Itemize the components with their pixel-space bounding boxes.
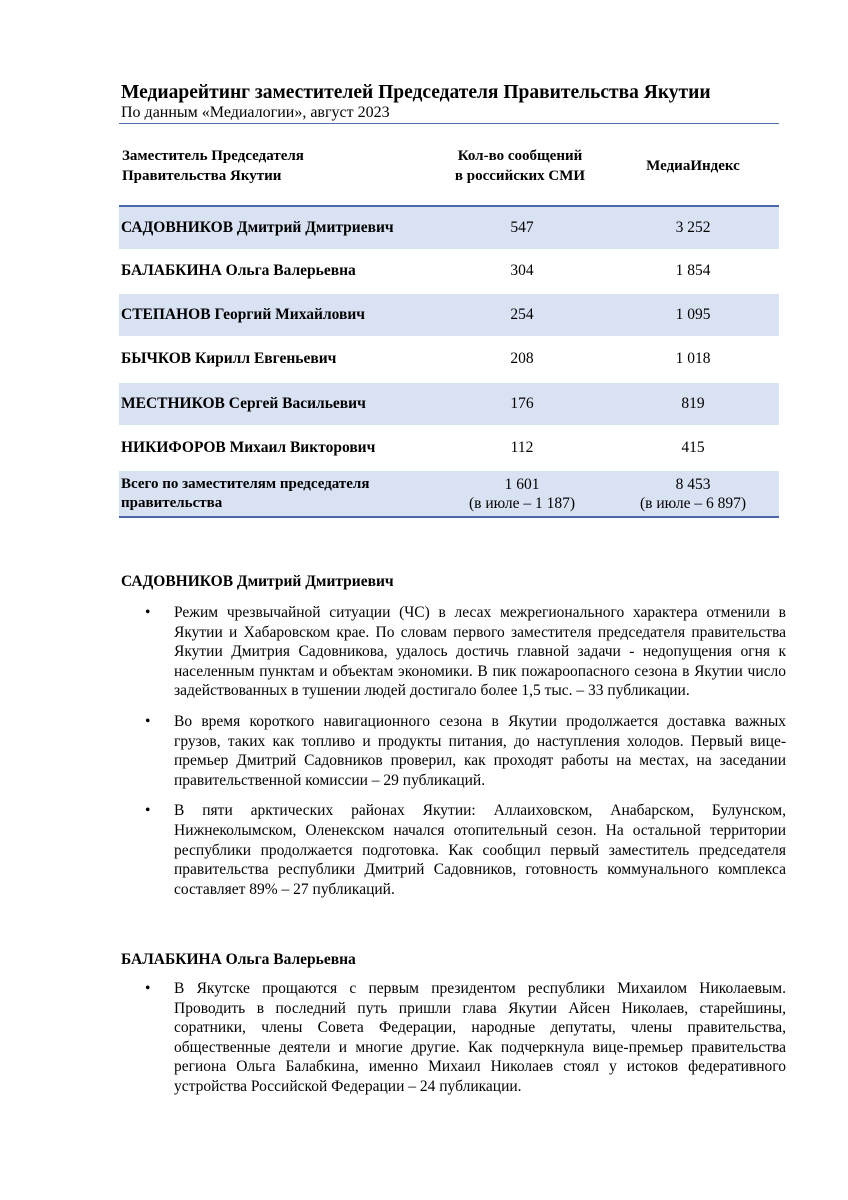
bullet-glyph: • [145,712,151,730]
section-heading: САДОВНИКОВ Дмитрий Дмитриевич [121,573,394,590]
bullet-text: Режим чрезвычайной ситуации (ЧС) в лесах межрегионального характера отменили в Якутии и Хабаровском крае. По словам первого заместителя председателя правительства Якутии Дмитрия Садовникова, удалось достичь главной задачи - недопущения огня к населенным пунктам и объектам экономики. В пик пожароопасного сезона в Якутии число задействованных в тушении людей достигало более 1,5 тыс. – 33 публикации. [174,604,786,700]
table-total-row [119,471,779,517]
section-bullet-list [145,979,786,1108]
table-row [119,294,779,336]
total-label [121,475,421,513]
bullet-text: Во время короткого навигационного сезона в Якутии продолжается доставка важных грузов, таких как топливо и продукты питания, до наступления холодов. Первый вице-премьер Дмитрий Садовников проверил, как проходят работы на местах, на заседании правительственной комиссии – 29 публикаций. [174,712,786,789]
row-name: БАЛАБКИНА Ольга Валерьевна [121,262,356,279]
row-index: 415 [681,439,705,456]
row-index: 3 252 [675,219,711,236]
table-row [119,250,779,292]
table-row [119,427,779,469]
total-index [608,475,778,513]
row-index: 1 018 [675,350,711,367]
row-index: 1 854 [675,262,711,279]
bullet-glyph: • [145,802,151,820]
table-bottom-rule [119,516,779,518]
total-index-note: (в июле – 6 897) [640,495,746,512]
row-index: 1 095 [675,306,711,323]
row-count: 208 [510,350,534,367]
bullet-item [145,603,786,701]
row-name: НИКИФОРОВ Михаил Викторович [121,439,376,456]
total-label-line1: Всего по заместителям председателя [121,476,370,492]
row-index: 819 [681,395,705,412]
bullet-glyph: • [145,980,151,997]
bullet-item [145,979,786,1097]
row-count: 254 [510,306,534,323]
total-label-line2: правительства [121,495,223,511]
total-count-note: (в июле – 1 187) [469,495,575,512]
section-bullet-list [145,603,786,910]
row-name: БЫЧКОВ Кирилл Евгеньевич [121,350,337,367]
column-header-count [420,146,620,186]
column-header-count-line1: Кол-во сообщений [457,148,583,164]
section-heading: БАЛАБКИНА Ольга Валерьевна [121,951,356,968]
column-header-count-line2: в российских СМИ [454,168,586,184]
total-count-value: 1 601 [504,476,540,493]
bullet-item [145,712,786,790]
bullet-text: В пяти арктических районах Якутии: Аллаиховском, Анабарском, Булунском, Нижнеколымском, Оленекском начался отопительный сезон. На остальной территории республики продолжается подготовка. Как сообщил первый заместитель председателя правительства республики Дмитрий Садовников, готовность коммунального комплекса составляет 89% – 27 публикаций. [174,802,786,898]
total-index-value: 8 453 [675,476,711,493]
column-header-index: МедиаИндекс [646,158,740,174]
title-divider [119,123,779,124]
row-name: СТЕПАНОВ Георгий Михайлович [121,306,366,323]
row-count: 176 [510,395,534,412]
column-header-name-line2: Правительства Якутии [122,168,282,184]
table-row [119,207,779,249]
row-name: САДОВНИКОВ Дмитрий Дмитриевич [121,219,394,236]
row-count: 547 [510,219,534,236]
row-count: 304 [510,262,534,279]
bullet-glyph: • [145,604,151,621]
row-count: 112 [510,439,534,456]
table-row [119,338,779,380]
row-name: МЕСТНИКОВ Сергей Васильевич [121,395,366,412]
bullet-text: В Якутске прощаются с первым президентом республики Михаилом Николаевым. Проводить в последний путь пришли глава Якутии Айсен Николаев, старейшины, соратники, члены Совета Федерации, народные депутаты, члены правительства, общественные деятели и многие другие. Как подчеркнула вице-премьер правительства региона Ольга Балабкина, именно Михаил Николаев стоял у истоков федеративного устройства Российской Федерации – 24 публикации. [174,980,786,1095]
bullet-item [145,801,786,899]
column-header-name-line1: Заместитель Председателя [122,148,304,164]
page-subtitle: По данным «Медиалогии», август 2023 [121,104,390,121]
column-header-name [122,146,422,186]
page-title: Медиарейтинг заместителей Председателя Правительства Якутии [121,82,711,103]
total-count [422,475,622,513]
table-row [119,383,779,425]
